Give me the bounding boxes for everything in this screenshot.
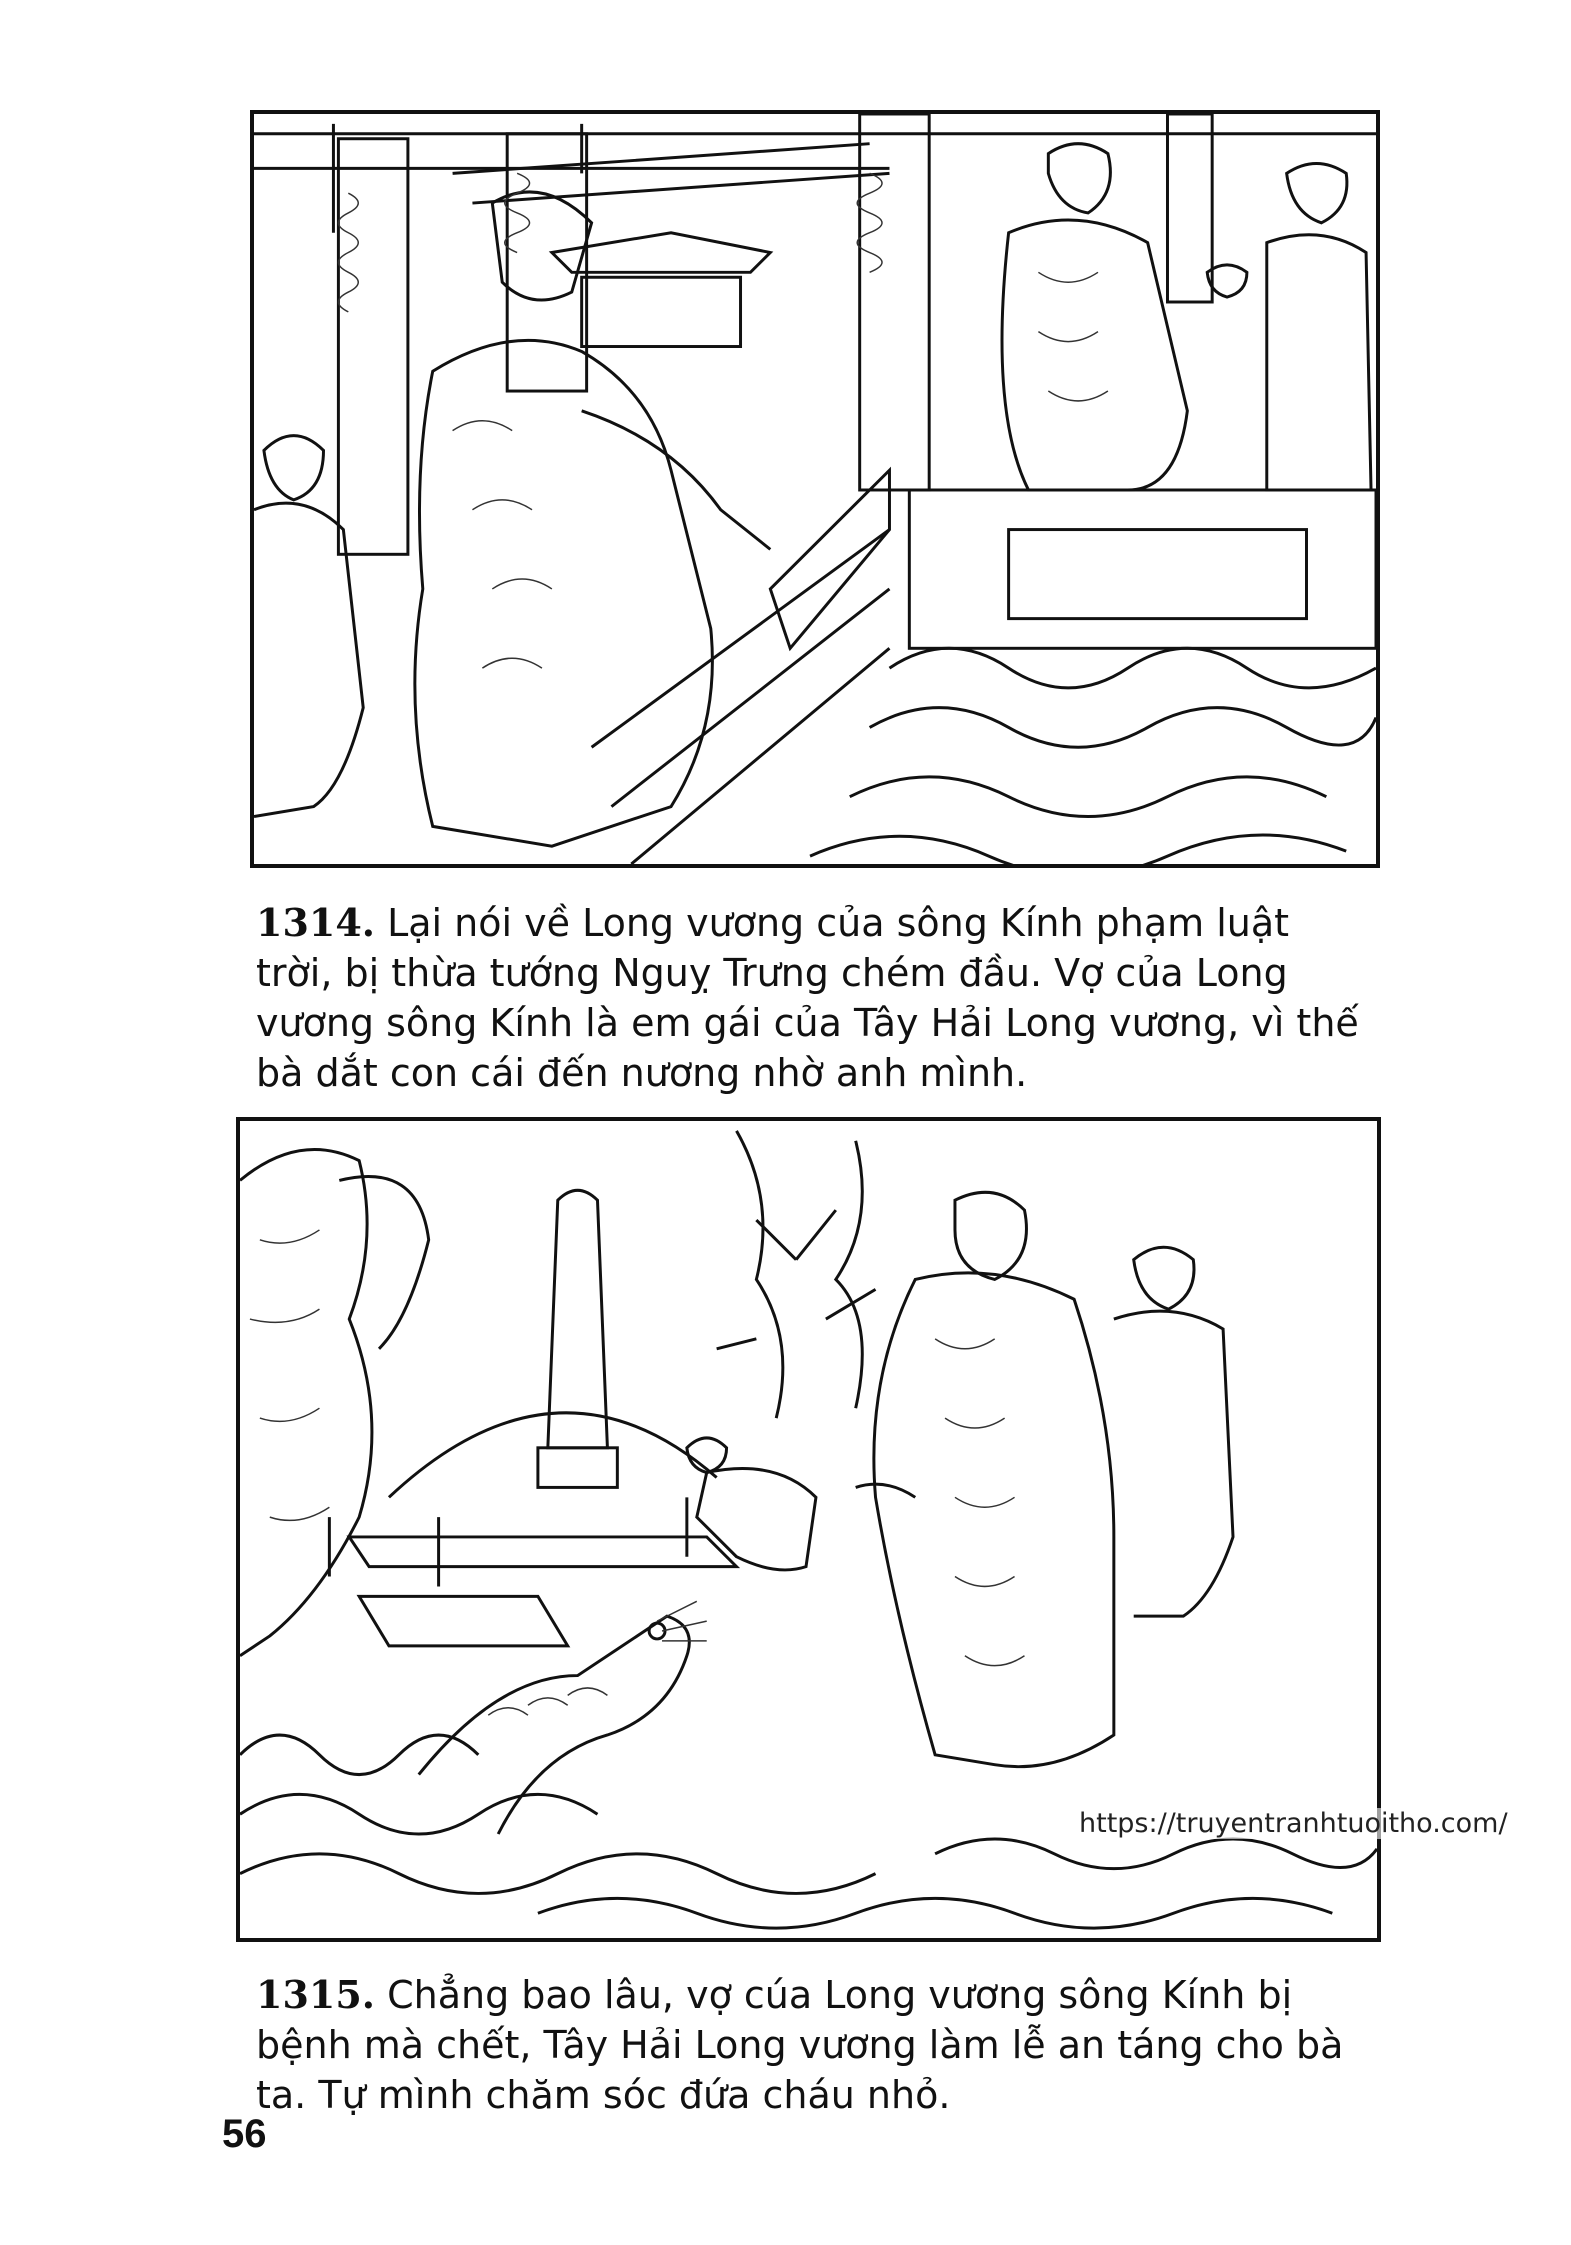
palace-scene-drawing xyxy=(254,114,1376,864)
illustration-panel-1314 xyxy=(250,110,1380,868)
caption-number: 1314. xyxy=(256,900,375,945)
caption-1315 xyxy=(256,1970,1376,2120)
watermark-url: https://truyentranhtuoitho.com/ xyxy=(1075,1808,1512,1839)
caption-number: 1315. xyxy=(256,1972,375,2017)
caption-text: Lại nói về Long vương của sông Kính phạm luật trời, bị thừa tướng Nguỵ Trưng chém đầu. Vợ của Long vương sông Kính là em gái của Tây Hải Long vương, vì thế bà dắt con cái đến nương nhờ anh mình. xyxy=(256,901,1359,1095)
caption-text: Chẳng bao lâu, vợ cúa Long vương sông Kính bị bệnh mà chết, Tây Hải Long vương làm lễ an táng cho bà ta. Tự mình chăm sóc đứa cháu nhỏ. xyxy=(256,1973,1344,2117)
page-number: 56 xyxy=(222,2112,267,2156)
caption-1314 xyxy=(256,898,1376,1098)
